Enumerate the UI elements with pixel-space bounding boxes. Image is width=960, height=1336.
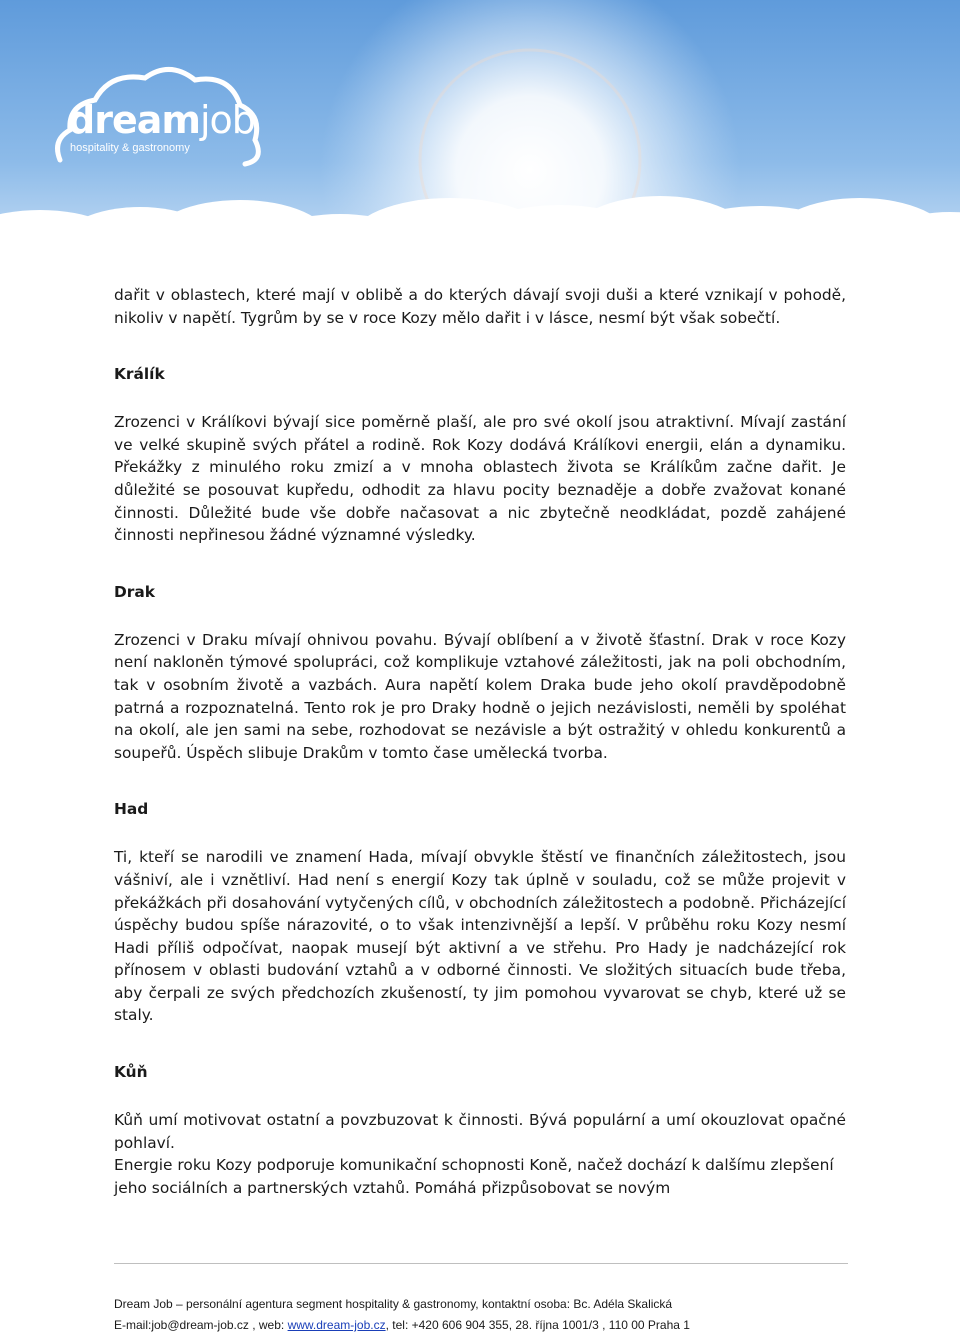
section-paragraph-kralik: Zrozenci v Králíkovi bývají sice poměrně plaší, ale pro své okolí jsou atraktivní. Mívají zastání ve velké skupině svých přátel a rodině. Rok Kozy dodává Králíkovi energii, elán a dynamiku. Překážky z minulého roku zmizí a v mnoha oblastech života se Králíkům začne dařit. Je důležité se posouvat kupředu, odhodit za hlavu pocity beznaděje a dobře zvažovat konané činnosti. Důležité bude vše dobře načasovat a nic zbytečně neodkládat, pozdě zahájené činnosti nepřinesou žádné významné výsledky. <box>114 413 846 545</box>
section-paragraph-kun-2: Energie roku Kozy podporuje komunikační schopnosti Koně, načež dochází k dalšímu zlepšení jeho sociálních a partnerských vztahů. Pomáhá přizpůsobovat se novým <box>114 1156 834 1197</box>
section-paragraph-had: Ti, kteří se narodili ve znamení Hada, mívají obvykle štěstí ve finančních záležitostech, jsou vášniví, ale i vznětliví. Had není s energií Kozy tak úplně v souladu, což se může projevit v překážkách při dosahování vytyčených cílů, v obchodních záležitostech a podobně. Přicházející úspěchy budou spíše nárazovité, o to však intenzivnější a lepší. V průběhu roku Kozy nesmí Hadi příliš odpočívat, naopak musejí být aktivní a ve střehu. Pro Hady je nadcházející rok přínosem v oblasti budování vztahů a v odborné činnosti. Ve složitých situacích bude třeba, aby čerpali ze svých předchozích zkušeností, ty jim pomohou vyvarovat se chyb, které už se staly. <box>114 848 846 1025</box>
footer-divider <box>114 1263 848 1264</box>
footer <box>114 1294 874 1336</box>
logo-tagline: hospitality & gastronomy <box>70 142 190 154</box>
section-heading-kun: Kůň <box>114 1063 148 1082</box>
footer-email: E-mail:job@dream-job.cz , web: <box>114 1318 288 1332</box>
section-heading-kralik: Králík <box>114 365 165 384</box>
section-paragraph-drak: Zrozenci v Draku mívají ohnivou povahu. Bývají oblíbení a v životě šťastní. Drak v roce Kozy není nakloněn týmové spolupráci, což komplikuje vztahové záležitosti, jak na poli obchodním, tak v osobním životě a vazbách. Aura napětí kolem Draka bude jeho okolí pravděpodobně patrná a rozpoznatelná. Tento rok je pro Draky hodně o jejich nezávislosti, neměli by spoléhat na okolí, ale jen sami na sebe, rozhodovat se nezávisle a být ostražitý v ohledu konkurentů a soupeřů. Úspěch slibuje Drakům v tomto čase umělecká tvorba. <box>114 630 846 762</box>
footer-contact-line <box>114 1315 874 1336</box>
footer-agency-line: Dream Job – personální agentura segment hospitality & gastronomy, kontaktní osoba: Bc. Adéla Skalická <box>114 1297 673 1311</box>
section-heading-drak: Drak <box>114 582 155 601</box>
dreamjob-logo <box>50 60 265 170</box>
footer-web-link[interactable]: www.dream-job.cz <box>287 1318 386 1332</box>
cloud-band <box>0 196 960 270</box>
section-heading-had: Had <box>114 800 149 819</box>
logo-wordmark: dreamjob <box>68 98 255 142</box>
intro-paragraph: dařit v oblastech, které mají v oblibě a do kterých dávají svoji duši a které vznikají v pohodě, nikoliv v napětí. Tygrům by se v roce Kozy mělo dařit i v lásce, nesmí být však sobečtí. <box>114 286 846 327</box>
header-banner <box>0 0 960 270</box>
section-paragraph-kun-1: Kůň umí motivovat ostatní a povzbuzovat k činnosti. Bývá populární a umí okouzlovat opačné pohlaví. <box>114 1111 846 1152</box>
footer-address: , tel: +420 606 904 355, 28. října 1001/3 , 110 00 Praha 1 <box>385 1318 690 1332</box>
document-body <box>114 284 846 1199</box>
